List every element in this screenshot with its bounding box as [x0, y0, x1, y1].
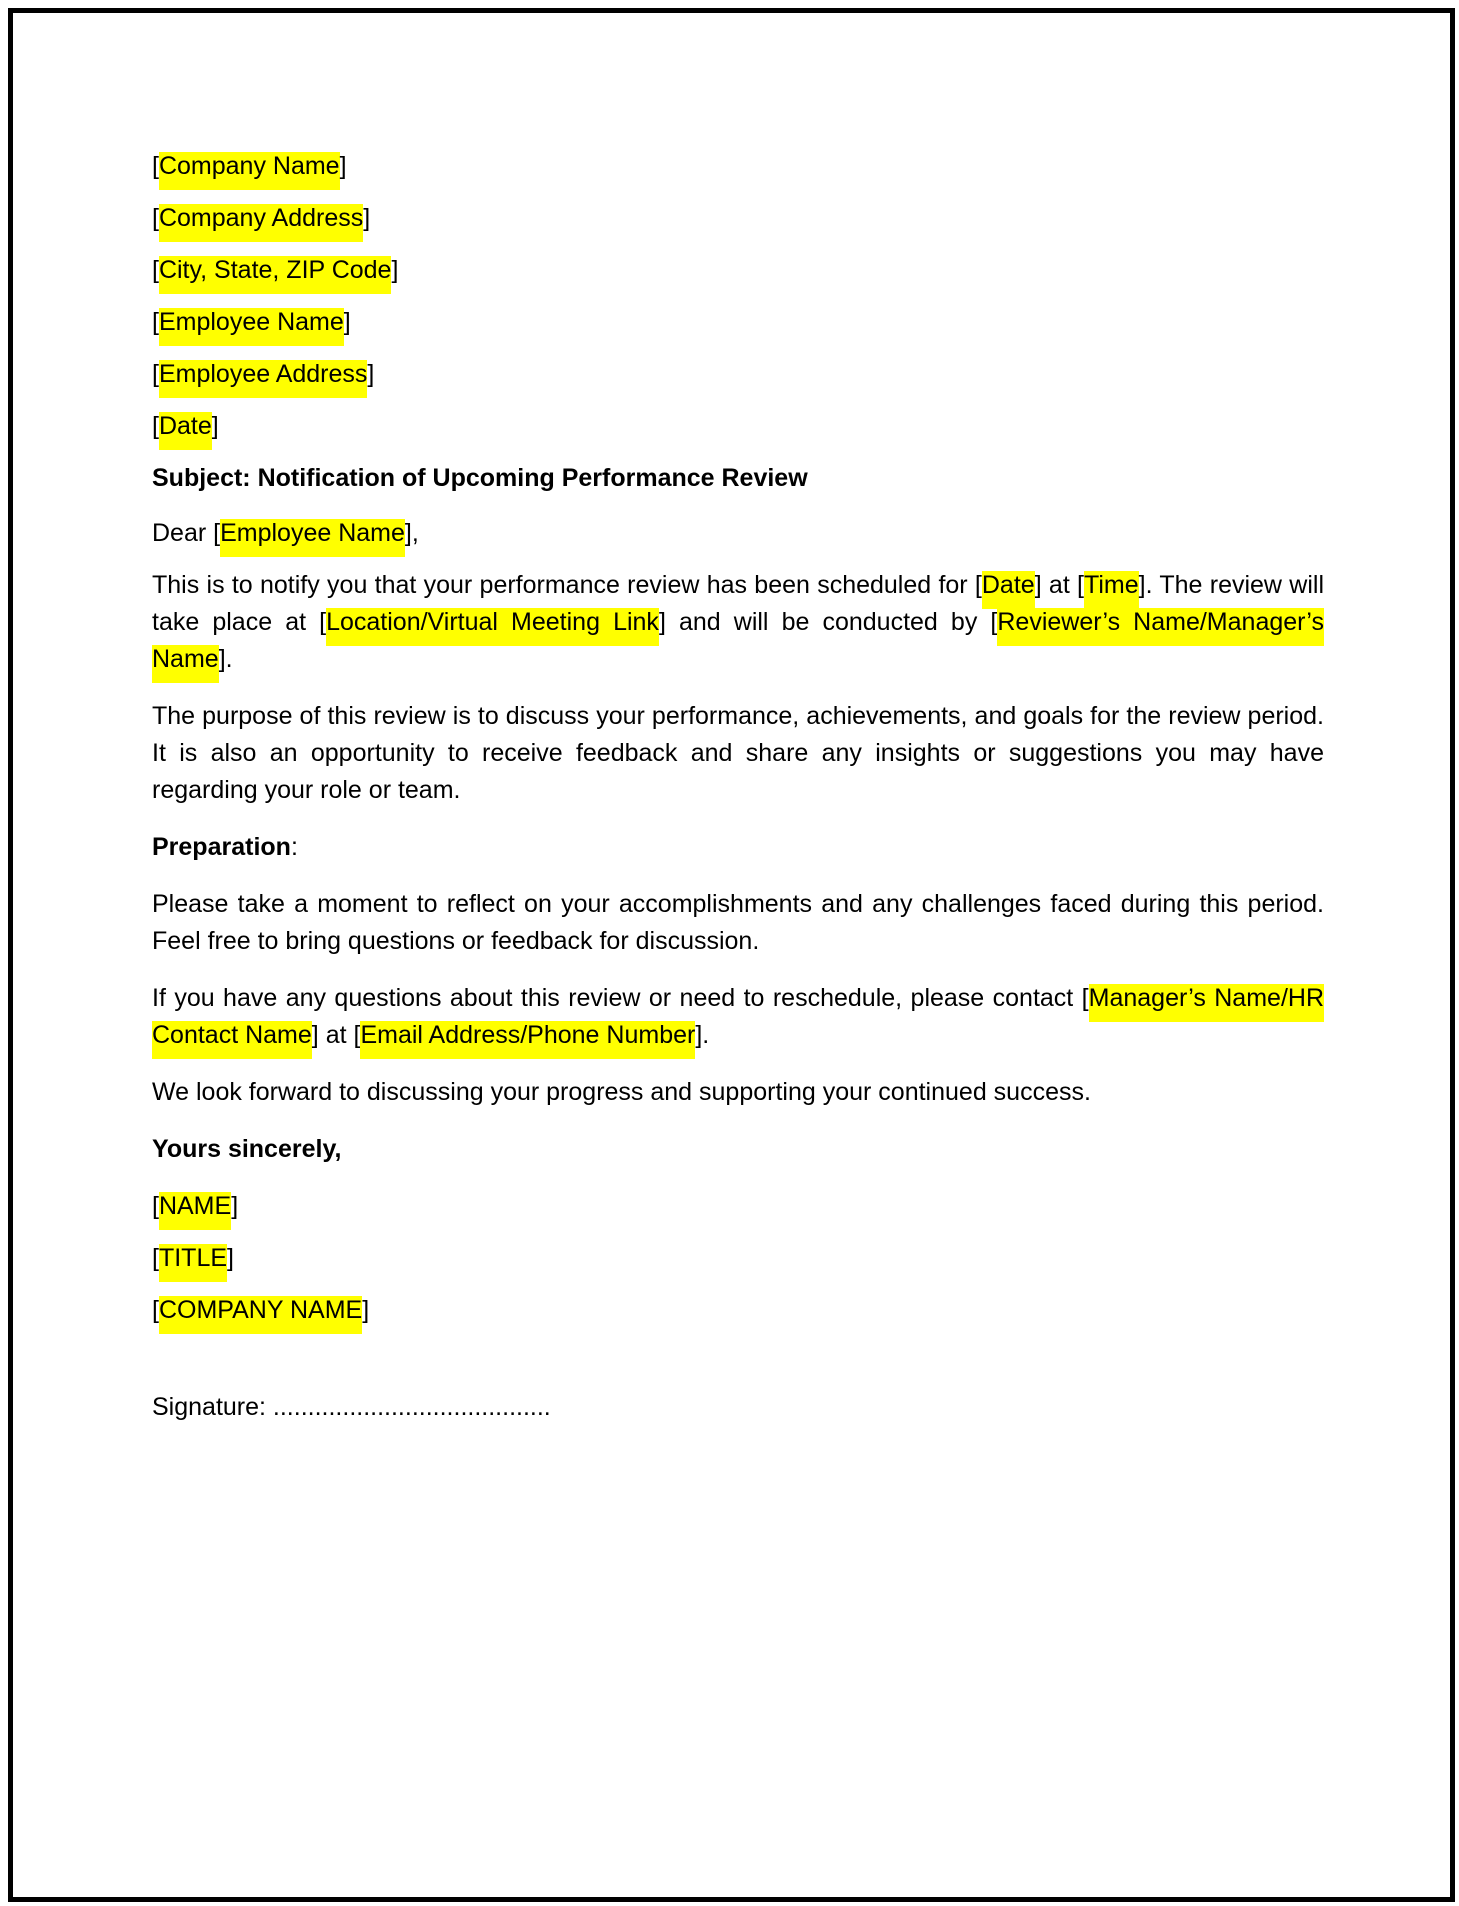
paragraph-schedule-text: ]. [218, 645, 233, 673]
sender-company-name: [Company Name] [152, 148, 1324, 185]
paragraph-preparation: Please take a moment to reflect on your accomplishments and any challenges faced during this period. Feel free to bring questions or feedback for discussion. [152, 890, 1324, 955]
letter-page [8, 8, 1455, 1902]
sender-city-state-zip: [City, State, ZIP Code] [152, 252, 1324, 289]
placeholder-signer-company: COMPANY NAME [159, 1296, 362, 1334]
signer-name: [NAME] [152, 1188, 1324, 1225]
paragraph-contact-text: ]. [695, 1021, 710, 1049]
placeholder-date: Date [159, 412, 212, 450]
paragraph-schedule-text: ] at [ [1034, 571, 1085, 599]
placeholder-contact-name: Manager’s Name/HR Contact Name [152, 984, 1324, 1059]
recipient-employee-name: [Employee Name] [152, 304, 1324, 341]
placeholder-company-address: Company Address [159, 204, 363, 242]
preparation-heading [152, 829, 1324, 866]
preparation-heading-label: Preparation [152, 833, 291, 861]
paragraph-schedule [152, 567, 1324, 678]
signature-line: Signature: ........................................ [152, 1393, 551, 1421]
recipient-employee-address: [Employee Address] [152, 356, 1324, 393]
paragraph-contact-text: ] at [ [311, 1021, 361, 1049]
paragraph-contact-text: If you have any questions about this review or need to reschedule, please contact [ [152, 984, 1089, 1012]
placeholder-reviewer-name: Reviewer’s Name/Manager’s Name [152, 608, 1324, 683]
placeholder-email-phone: Email Address/Phone Number [360, 1021, 695, 1059]
signer-title: [TITLE] [152, 1240, 1324, 1277]
paragraph-purpose: The purpose of this review is to discuss your performance, achievements, and goals for the review period. It is also an opportunity to receive feedback and share any insights or suggestions you may have regarding your role or team. [152, 702, 1324, 804]
salutation-prefix: Dear [ [152, 519, 221, 547]
preparation-heading-colon: : [290, 833, 298, 861]
sign-off: Yours sincerely, [152, 1135, 342, 1163]
paragraph-schedule-text: This is to notify you that your performance review has been scheduled for [ [152, 571, 982, 599]
placeholder-signer-title: TITLE [159, 1244, 227, 1282]
paragraph-contact [152, 980, 1324, 1054]
salutation-suffix: ], [404, 519, 419, 547]
placeholder-review-date: Date [982, 571, 1035, 609]
placeholder-location: Location/Virtual Meeting Link [326, 608, 659, 646]
placeholder-salutation-name: Employee Name [220, 519, 405, 557]
placeholder-city-state-zip: City, State, ZIP Code [159, 256, 392, 294]
paragraph-schedule-text: ] and will be conducted by [ [658, 608, 998, 636]
placeholder-review-time: Time [1084, 571, 1139, 609]
letter-date: [Date] [152, 408, 1324, 445]
sender-company-address: [Company Address] [152, 200, 1324, 237]
salutation [152, 515, 1324, 552]
placeholder-signer-name: NAME [159, 1192, 231, 1230]
signer-company: [COMPANY NAME] [152, 1292, 1324, 1329]
placeholder-employee-address: Employee Address [159, 360, 367, 398]
letter-body [152, 148, 1324, 1426]
placeholder-company-name: Company Name [159, 152, 340, 190]
paragraph-schedule-text: ]. The review will take place at [ [152, 571, 1324, 636]
letter-subject: Subject: Notification of Upcoming Performance Review [152, 464, 808, 492]
paragraph-closing: We look forward to discussing your progress and supporting your continued success. [152, 1078, 1091, 1106]
placeholder-employee-name: Employee Name [159, 308, 344, 346]
